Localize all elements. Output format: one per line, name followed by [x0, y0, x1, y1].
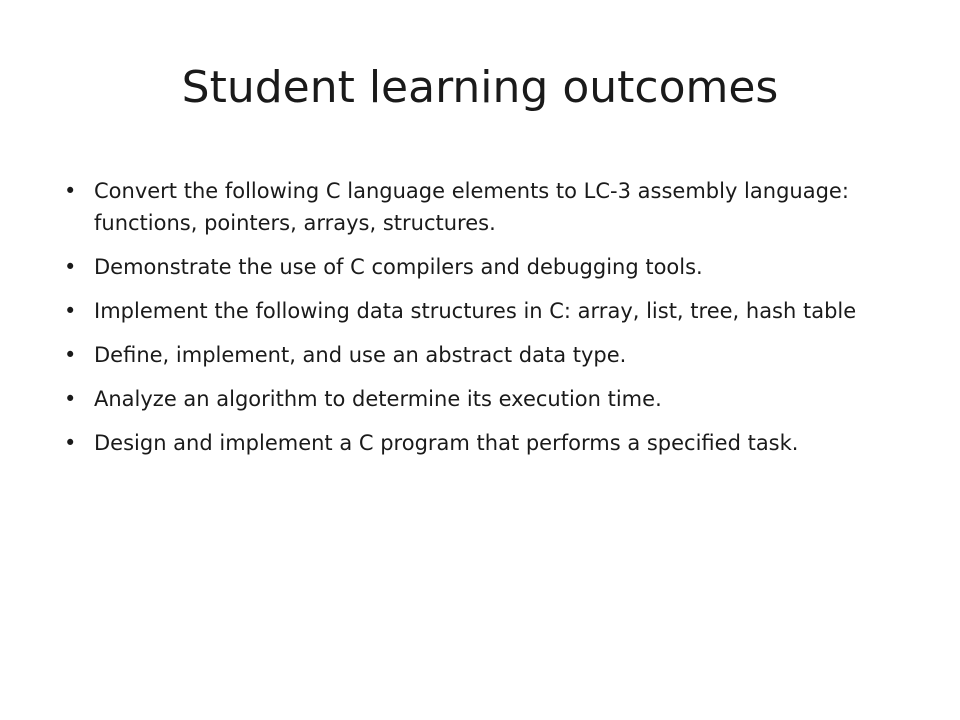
bullet-item — [64, 427, 896, 459]
bullet-marker: • — [64, 299, 77, 323]
bullet-text: Implement the following data structures in C: array, list, tree, hash table — [94, 299, 857, 323]
bullet-marker: • — [64, 255, 77, 279]
slide-title: Student learning outcomes — [181, 62, 779, 113]
bullet-item — [64, 383, 896, 415]
bullet-item — [64, 251, 896, 283]
bullet-text: Define, implement, and use an abstract data type. — [94, 343, 627, 367]
bullet-marker: • — [64, 431, 77, 455]
bullet-item — [64, 339, 896, 371]
bullet-text: Design and implement a C program that performs a specified task. — [94, 431, 799, 455]
bullet-marker: • — [64, 387, 77, 411]
bullet-item — [64, 295, 896, 327]
bullet-marker: • — [64, 179, 77, 203]
bullet-text: Demonstrate the use of C compilers and debugging tools. — [94, 255, 703, 279]
bullet-item — [64, 175, 896, 239]
bullet-text: Convert the following C language elements to LC-3 assembly language: functions, pointers, arrays, structures. — [94, 179, 849, 235]
bullet-marker: • — [64, 343, 77, 367]
learning-outcomes-list — [64, 175, 896, 471]
bullet-text: Analyze an algorithm to determine its execution time. — [94, 387, 662, 411]
